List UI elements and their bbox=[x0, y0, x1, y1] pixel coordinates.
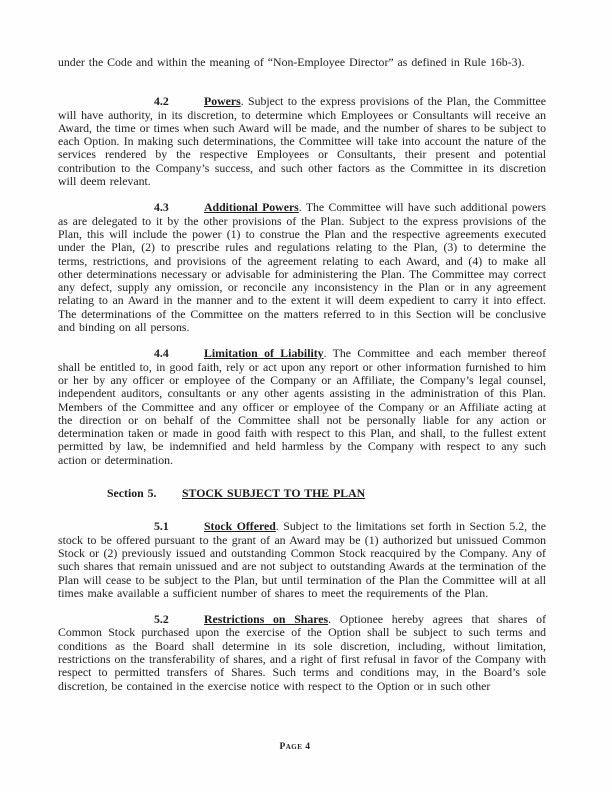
paragraph-heading: Restrictions on Shares bbox=[204, 612, 329, 627]
paragraph-text: . The Committee and each member thereof shall be entitled to, in good faith, rely or act upon any report or other information furnished to him or her by any officer or employee of the Company or an Affiliate, the Company’s legal counsel, independent auditors, consultants or any other agents assisting in the administration of this Plan. Members of the Committee and any officer or employee of the Company or an Affiliate acting at the direction or on behalf of the Committee shall not be personally liable for any action or determination taken or made in good faith with respect to this Plan, and shall, to the fullest extent permitted by law, be indemnified and held harmless by the Company with respect to any such action or determination. bbox=[58, 346, 546, 467]
paragraph-heading: Additional Powers bbox=[204, 200, 299, 215]
paragraph bbox=[58, 95, 546, 188]
paragraph-number: 5.2 bbox=[154, 612, 169, 627]
page-number: Page 4 bbox=[279, 742, 311, 752]
paragraph-heading: Limitation of Liability bbox=[204, 346, 324, 361]
paragraph bbox=[58, 56, 546, 69]
paragraph bbox=[58, 613, 546, 693]
paragraph-text: . Subject to the express provisions of the Plan, the Committee will have authority, in its discretion, to determine which Employees or Consultants will receive an Award, the time or times when such Award will be made, and the number of shares to be subject to each Option. In making such determinations, the Committee will take into account the nature of the services rendered by the respective Employees or Consultants, their present and potential contribution to the Company’s success, and such other factors as the Committee in its discretion will deem relevant. bbox=[58, 94, 546, 189]
paragraph-number: 4.4 bbox=[154, 346, 169, 361]
paragraph bbox=[58, 347, 546, 467]
paragraph-number: 4.3 bbox=[154, 200, 169, 215]
document-body bbox=[58, 56, 546, 693]
paragraph bbox=[58, 487, 546, 500]
paragraph bbox=[58, 520, 546, 600]
paragraph-text: under the Code and within the meaning of “Non-Employee Director” as defined in Rule 16b-3). bbox=[58, 55, 525, 69]
paragraph-heading: Stock Offered bbox=[204, 519, 276, 534]
paragraph-heading: Powers bbox=[204, 94, 241, 109]
paragraph-number: 4.2 bbox=[154, 94, 169, 109]
paragraph-text: . Subject to the limitations set forth in Section 5.2, the stock to be offered pursuant to the grant of an Award may be (1) authorized but unissued Common Stock or (2) previously issued and outstanding Common Stock reacquired by the Company. Any of such shares that remain unissued and are not subject to outstanding Awards at the termination of the Plan will cease to be subject to the Plan, but until termination of the Plan the Committee will at all times make available a sufficient number of shares to meet the requirements of the Plan. bbox=[58, 519, 546, 600]
paragraph-text: . The Committee will have such additional powers as are delegated to it by the other provisions of the Plan. Subject to the express provisions of the Plan, this will include the power (1) to construe the Plan and the respective agreements executed under the Plan, (2) to prescribe rules and regulations relating to the Plan, (3) to determine the terms, restrictions, and provisions of the agreement relating to each Award, and (4) to make all other determinations necessary or advisable for administering the Plan. The Committee may correct any defect, supply any omission, or reconcile any inconsistency in the Plan or in any agreement relating to an Award in the manner and to the extent it will deem expedient to carry it into effect. The determinations of the Committee on the matters referred to in this Section will be conclusive and binding on all persons. bbox=[58, 200, 546, 335]
paragraph-number: Section 5. bbox=[107, 486, 157, 501]
paragraph-heading: STOCK SUBJECT TO THE PLAN bbox=[182, 486, 366, 501]
paragraph-text: . Optionee hereby agrees that shares of Common Stock purchased upon the exercise of the Option shall be subject to such terms and conditions as the Board shall determine in its sole discretion, including, without limitation, restrictions on the transferability of shares, and a right of first refusal in favor of the Company with respect to permitted transfers of Shares. Such terms and conditions may, in the Board’s sole discretion, be contained in the exercise notice with respect to the Option or in such other bbox=[58, 612, 546, 693]
paragraph-number: 5.1 bbox=[154, 519, 169, 534]
page-footer bbox=[0, 742, 590, 752]
paragraph bbox=[58, 201, 546, 334]
